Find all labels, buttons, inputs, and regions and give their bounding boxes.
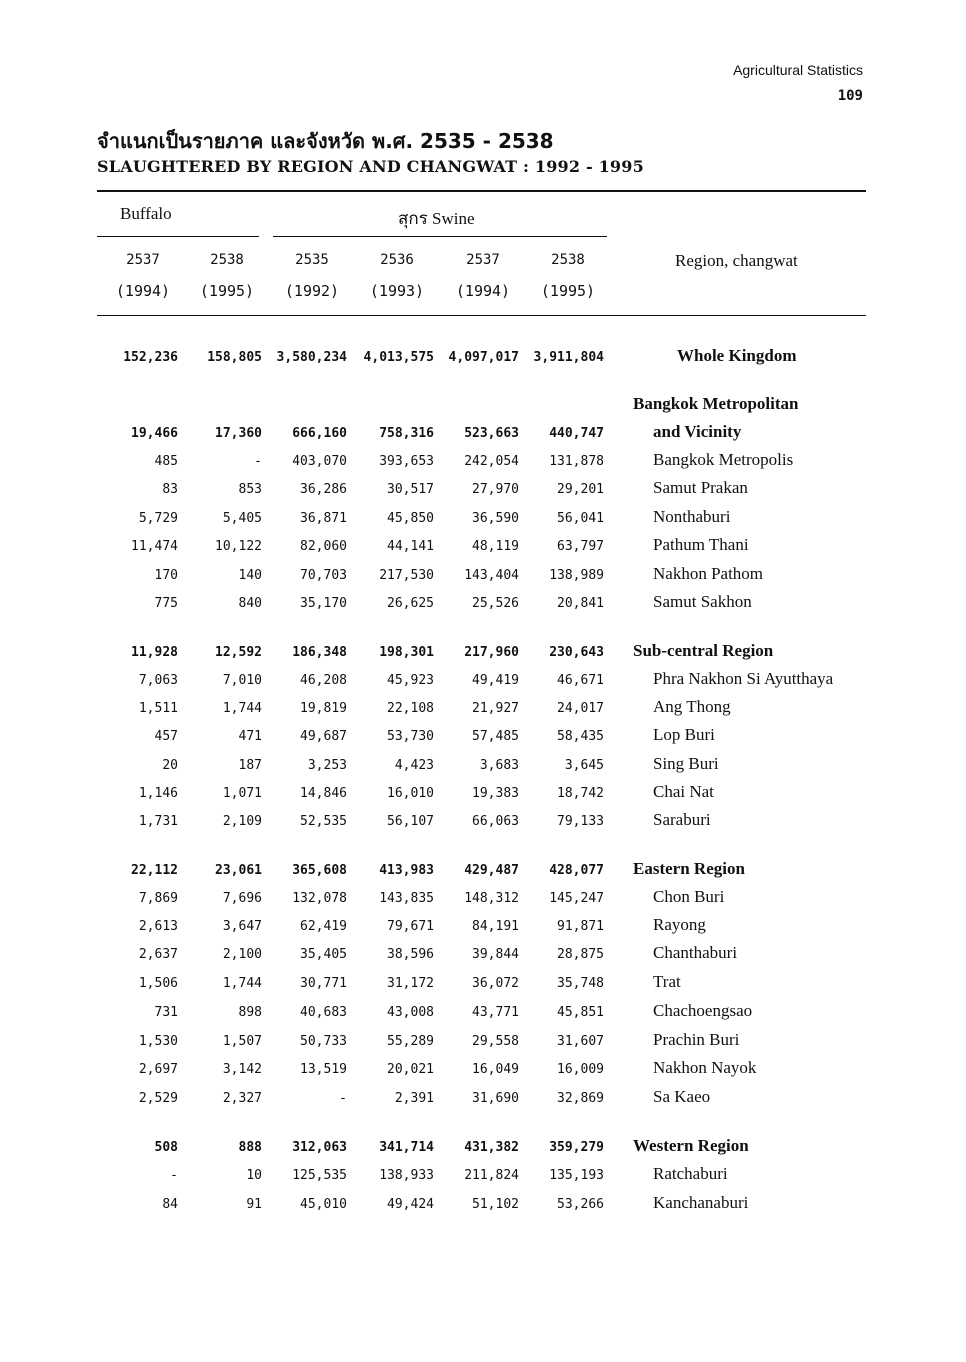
table-cell: 731 (154, 1005, 178, 1020)
table-cell: 211,824 (464, 1168, 519, 1183)
table-cell: 39,844 (472, 947, 519, 962)
table-row (0, 697, 966, 725)
table-cell: 413,983 (379, 863, 434, 878)
table-cell: 152,236 (123, 350, 178, 365)
table-row (0, 1087, 966, 1115)
table-cell: 140 (238, 568, 262, 583)
table-cell: - (254, 454, 262, 469)
table-cell: 45,010 (300, 1197, 347, 1212)
table-row (0, 1164, 966, 1192)
table-cell: 7,869 (138, 891, 178, 906)
table-row (0, 859, 966, 887)
table-cell: 1,506 (138, 976, 178, 991)
table-cell: 485 (154, 454, 178, 469)
table-cell: 52,535 (300, 814, 347, 829)
table-cell: 242,054 (464, 454, 519, 469)
table-cell: 70,703 (300, 568, 347, 583)
table-cell: 43,771 (472, 1005, 519, 1020)
table-cell: 23,061 (215, 863, 262, 878)
table-cell: 3,142 (222, 1062, 262, 1077)
column-year-thai: 2537 (126, 252, 160, 268)
table-cell: 20 (162, 758, 178, 773)
table-cell: 143,835 (379, 891, 434, 906)
header-bottom-rule (97, 315, 866, 316)
table-cell: 217,960 (464, 645, 519, 660)
changwat-name: Chon Buri (653, 887, 725, 906)
table-cell: 79,133 (557, 814, 604, 829)
table-cell: 1,507 (222, 1034, 262, 1049)
changwat-name: Samut Prakan (653, 478, 748, 497)
region-name: Sub-central Region (633, 641, 774, 660)
table-cell: 82,060 (300, 539, 347, 554)
table-row (0, 1193, 966, 1221)
table-title-english: SLAUGHTERED BY REGION AND CHANGWAT : 1992 - 1995 (97, 157, 644, 176)
changwat-name: Ratchaburi (653, 1164, 728, 1183)
table-row (0, 1058, 966, 1086)
table-cell: 135,193 (549, 1168, 604, 1183)
table-cell: 46,208 (300, 673, 347, 688)
table-cell: 19,466 (131, 426, 178, 441)
table-cell: 49,687 (300, 729, 347, 744)
buffalo-group-label: Buffalo (120, 204, 172, 223)
changwat-name: Nakhon Nayok (653, 1058, 757, 1077)
table-cell: 31,607 (557, 1034, 604, 1049)
table-cell: 1,071 (222, 786, 262, 801)
column-year-thai: 2535 (295, 252, 329, 268)
table-cell: 29,558 (472, 1034, 519, 1049)
table-cell: 53,730 (387, 729, 434, 744)
table-cell: 58,435 (557, 729, 604, 744)
table-cell: 2,100 (222, 947, 262, 962)
table-cell: 24,017 (557, 701, 604, 716)
table-cell: 1,744 (222, 976, 262, 991)
table-row (0, 725, 966, 753)
table-cell: 312,063 (292, 1140, 347, 1155)
table-cell: 2,697 (138, 1062, 178, 1077)
table-cell: 30,771 (300, 976, 347, 991)
table-row (0, 1136, 966, 1164)
table-cell: 2,613 (138, 919, 178, 934)
table-title-thai: จำแนกเป็นรายภาค และจังหวัด พ.ศ. 2535 - 2538 (97, 129, 554, 153)
table-cell: 40,683 (300, 1005, 347, 1020)
changwat-name: Chanthaburi (653, 943, 738, 962)
changwat-name: Lop Buri (653, 725, 715, 744)
table-cell: 2,327 (222, 1091, 262, 1106)
table-cell: 16,010 (387, 786, 434, 801)
table-cell: 21,927 (472, 701, 519, 716)
table-cell: 138,989 (549, 568, 604, 583)
table-cell: 46,671 (557, 673, 604, 688)
table-row (0, 478, 966, 506)
table-cell: 45,923 (387, 673, 434, 688)
table-cell: 2,109 (222, 814, 262, 829)
table-cell: 758,316 (379, 426, 434, 441)
table-cell: 2,637 (138, 947, 178, 962)
table-cell: 53,266 (557, 1197, 604, 1212)
table-cell: 36,286 (300, 482, 347, 497)
table-cell: 131,878 (549, 454, 604, 469)
table-cell: 36,590 (472, 511, 519, 526)
region-name: and Vicinity (653, 422, 742, 441)
table-cell: 35,170 (300, 596, 347, 611)
table-row (0, 782, 966, 810)
changwat-name: Nonthaburi (653, 507, 731, 526)
table-cell: 43,008 (387, 1005, 434, 1020)
table-cell: 2,391 (394, 1091, 434, 1106)
table-row (0, 943, 966, 971)
table-row (0, 535, 966, 563)
buffalo-group-underline (97, 236, 259, 237)
table-cell: 84,191 (472, 919, 519, 934)
changwat-name: Trat (653, 972, 681, 991)
table-cell: 148,312 (464, 891, 519, 906)
table-cell: 38,596 (387, 947, 434, 962)
column-year-thai: 2537 (466, 252, 500, 268)
table-cell: 20,021 (387, 1062, 434, 1077)
table-cell: 50,733 (300, 1034, 347, 1049)
table-cell: 230,643 (549, 645, 604, 660)
table-cell: 49,424 (387, 1197, 434, 1212)
table-row (0, 450, 966, 478)
column-year-thai: 2538 (551, 252, 585, 268)
table-cell: 457 (154, 729, 178, 744)
table-cell: 56,107 (387, 814, 434, 829)
table-row (0, 669, 966, 697)
table-cell: 1,530 (138, 1034, 178, 1049)
table-cell: 138,933 (379, 1168, 434, 1183)
table-cell: 523,663 (464, 426, 519, 441)
table-cell: 898 (238, 1005, 262, 1020)
table-cell: 888 (238, 1140, 262, 1155)
table-cell: 1,511 (138, 701, 178, 716)
table-cell: 22,108 (387, 701, 434, 716)
table-cell: 393,653 (379, 454, 434, 469)
table-cell: 30,517 (387, 482, 434, 497)
table-cell: 1,744 (222, 701, 262, 716)
running-title: Agricultural Statistics (733, 62, 863, 78)
table-cell: 20,841 (557, 596, 604, 611)
table-cell: 29,201 (557, 482, 604, 497)
table-cell: 3,580,234 (276, 350, 347, 365)
table-cell: 16,049 (472, 1062, 519, 1077)
table-cell: 4,013,575 (363, 350, 434, 365)
table-cell: 31,690 (472, 1091, 519, 1106)
table-cell: 19,383 (472, 786, 519, 801)
table-cell: 31,172 (387, 976, 434, 991)
column-year-gregorian: (1995) (540, 282, 596, 300)
table-cell: 10 (246, 1168, 262, 1183)
table-row (0, 810, 966, 838)
table-cell: 83 (162, 482, 178, 497)
changwat-name: Rayong (653, 915, 706, 934)
table-cell: 11,928 (131, 645, 178, 660)
changwat-name: Prachin Buri (653, 1030, 740, 1049)
changwat-name: Saraburi (653, 810, 711, 829)
changwat-name: Ang Thong (653, 697, 731, 716)
table-cell: 14,846 (300, 786, 347, 801)
table-cell: 12,592 (215, 645, 262, 660)
table-row (0, 754, 966, 782)
table-cell: 440,747 (549, 426, 604, 441)
table-cell: 56,041 (557, 511, 604, 526)
table-cell: 79,671 (387, 919, 434, 934)
table-row (0, 507, 966, 535)
table-cell: 45,851 (557, 1005, 604, 1020)
table-cell: 3,253 (307, 758, 347, 773)
table-cell: 3,911,804 (533, 350, 604, 365)
table-cell: 3,683 (479, 758, 519, 773)
table-cell: 36,072 (472, 976, 519, 991)
table-cell: 1,731 (138, 814, 178, 829)
table-row (0, 1030, 966, 1058)
table-cell: 63,797 (557, 539, 604, 554)
table-cell: 11,474 (131, 539, 178, 554)
region-column-header: Region, changwat (675, 251, 798, 270)
table-cell: 49,419 (472, 673, 519, 688)
table-cell: 28,875 (557, 947, 604, 962)
table-cell: 45,850 (387, 511, 434, 526)
column-year-gregorian: (1995) (199, 282, 255, 300)
table-cell: 428,077 (549, 863, 604, 878)
table-cell: 48,119 (472, 539, 519, 554)
table-cell: 55,289 (387, 1034, 434, 1049)
table-cell: 84 (162, 1197, 178, 1212)
table-cell: 198,301 (379, 645, 434, 660)
table-cell: 853 (238, 482, 262, 497)
column-year-gregorian: (1992) (284, 282, 340, 300)
table-cell: 7,010 (222, 673, 262, 688)
table-cell: 44,141 (387, 539, 434, 554)
table-cell: 25,526 (472, 596, 519, 611)
table-cell: 4,097,017 (448, 350, 519, 365)
table-cell: 775 (154, 596, 178, 611)
table-cell: - (170, 1168, 178, 1183)
region-name: Western Region (633, 1136, 749, 1155)
changwat-name: Sa Kaeo (653, 1087, 711, 1106)
table-cell: 186,348 (292, 645, 347, 660)
changwat-name: Bangkok Metropolis (653, 450, 794, 469)
table-cell: 158,805 (207, 350, 262, 365)
column-year-thai: 2538 (210, 252, 244, 268)
column-year-thai: 2536 (380, 252, 414, 268)
table-cell: 32,869 (557, 1091, 604, 1106)
column-year-gregorian: (1994) (115, 282, 171, 300)
table-cell: 341,714 (379, 1140, 434, 1155)
table-cell: 429,487 (464, 863, 519, 878)
table-cell: 3,647 (222, 919, 262, 934)
table-cell: 18,742 (557, 786, 604, 801)
table-cell: 27,970 (472, 482, 519, 497)
table-cell: 57,485 (472, 729, 519, 744)
table-cell: 16,009 (557, 1062, 604, 1077)
table-cell: 7,696 (222, 891, 262, 906)
table-cell: 26,625 (387, 596, 434, 611)
table-cell: - (339, 1091, 347, 1106)
changwat-name: Kanchanaburi (653, 1193, 749, 1212)
table-row (0, 887, 966, 915)
region-name: Eastern Region (633, 859, 745, 878)
table-cell: 145,247 (549, 891, 604, 906)
table-cell: 66,063 (472, 814, 519, 829)
top-rule (97, 190, 866, 192)
table-row (0, 1001, 966, 1029)
table-cell: 51,102 (472, 1197, 519, 1212)
table-row (0, 346, 966, 374)
table-row (0, 422, 966, 450)
table-cell: 359,279 (549, 1140, 604, 1155)
table-cell: 132,078 (292, 891, 347, 906)
page-number: 109 (837, 88, 863, 104)
table-cell: 13,519 (300, 1062, 347, 1077)
table-row (0, 592, 966, 620)
table-cell: 10,122 (215, 539, 262, 554)
changwat-name: Samut Sakhon (653, 592, 752, 611)
table-cell: 170 (154, 568, 178, 583)
table-cell: 7,063 (138, 673, 178, 688)
table-cell: 91 (246, 1197, 262, 1212)
table-cell: 143,404 (464, 568, 519, 583)
table-cell: 4,423 (394, 758, 434, 773)
table-cell: 840 (238, 596, 262, 611)
changwat-name: Chai Nat (653, 782, 714, 801)
table-cell: 431,382 (464, 1140, 519, 1155)
table-cell: 5,405 (222, 511, 262, 526)
table-row (0, 641, 966, 669)
changwat-name: Chachoengsao (653, 1001, 753, 1020)
table-cell: 3,645 (564, 758, 604, 773)
table-cell: 62,419 (300, 919, 347, 934)
changwat-name: Pathum Thani (653, 535, 749, 554)
table-row (0, 564, 966, 592)
changwat-name: Phra Nakhon Si Ayutthaya (653, 669, 834, 688)
table-cell: 508 (154, 1140, 178, 1155)
table-cell: 365,608 (292, 863, 347, 878)
table-cell: 17,360 (215, 426, 262, 441)
table-row (0, 972, 966, 1000)
table-cell: 35,748 (557, 976, 604, 991)
table-cell: 1,146 (138, 786, 178, 801)
table-cell: 91,871 (557, 919, 604, 934)
table-row (0, 394, 966, 422)
changwat-name: Nakhon Pathom (653, 564, 764, 583)
table-cell: 35,405 (300, 947, 347, 962)
table-cell: 19,819 (300, 701, 347, 716)
region-name: Whole Kingdom (677, 346, 797, 365)
column-year-gregorian: (1994) (455, 282, 511, 300)
table-cell: 217,530 (379, 568, 434, 583)
table-cell: 5,729 (138, 511, 178, 526)
swine-group-underline (273, 236, 607, 237)
table-cell: 666,160 (292, 426, 347, 441)
table-cell: 403,070 (292, 454, 347, 469)
changwat-name: Sing Buri (653, 754, 719, 773)
table-cell: 22,112 (131, 863, 178, 878)
swine-group-label: สุกร Swine (398, 209, 475, 228)
table-cell: 125,535 (292, 1168, 347, 1183)
table-cell: 471 (238, 729, 262, 744)
region-name: Bangkok Metropolitan (633, 394, 799, 413)
table-cell: 36,871 (300, 511, 347, 526)
table-cell: 187 (238, 758, 262, 773)
table-row (0, 915, 966, 943)
table-cell: 2,529 (138, 1091, 178, 1106)
column-year-gregorian: (1993) (369, 282, 425, 300)
